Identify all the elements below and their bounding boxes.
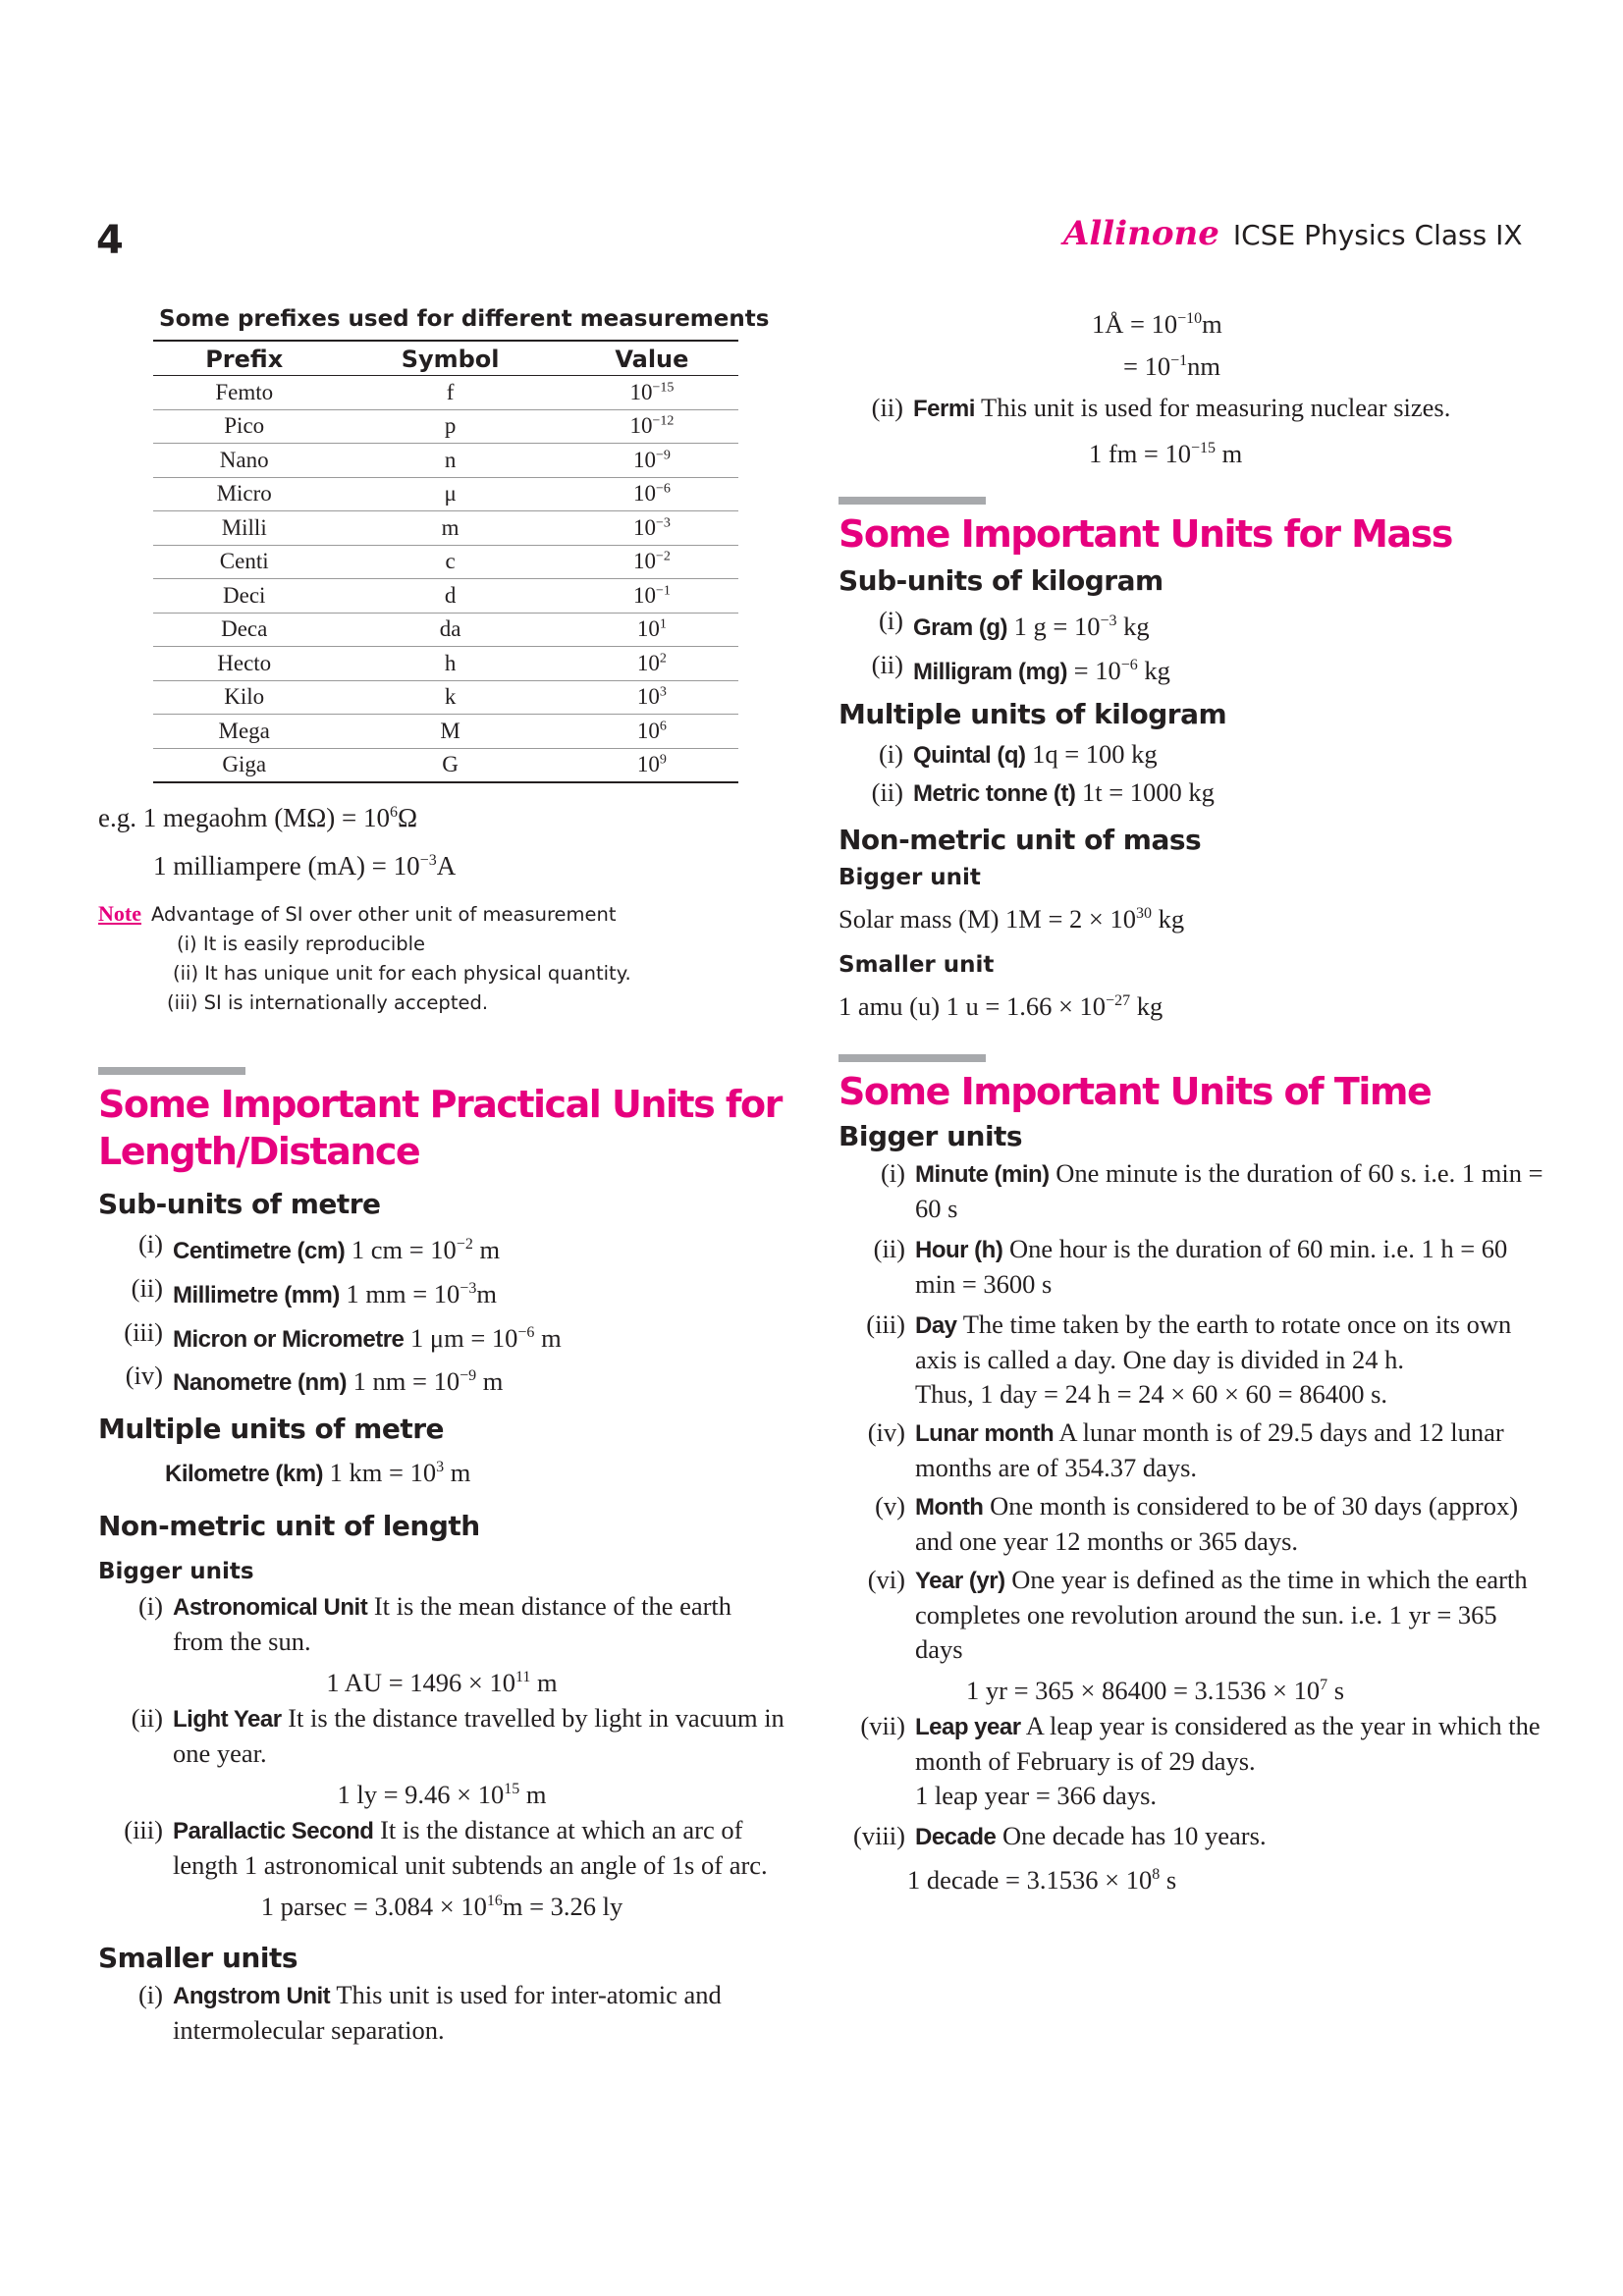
prefix-cell: Deci [153,579,335,614]
symbol-cell: μ [335,477,565,511]
list-item: (i) Angstrom Unit This unit is used for inter-atomic and intermolecular separation. [137,1979,722,2045]
symbol-cell: h [335,647,565,681]
prefix-cell: Centi [153,545,335,579]
list-item: (iii) Parallactic Second It is the distance at which an arc of length 1 astronomical unit subtends an angle of 1s of arc. [124,1814,768,1880]
symbol-cell: c [335,545,565,579]
list-item: (ii) Milligram $(mg) = 10^{-6}$ kg [871,650,1170,686]
symbol-cell: k [335,680,565,715]
brand-logo: Allinone [1063,214,1219,253]
table-row [153,715,738,749]
column-header: Symbol [335,341,565,376]
kilometre-line: Kilometre (km) 1 km = $10^3$ m [165,1458,471,1488]
value-cell: $10^{-9}$ [566,444,738,478]
page-number: 4 [96,218,124,263]
prefix-cell: Nano [153,444,335,478]
table-row [153,376,738,410]
prefix-cell: Kilo [153,680,335,715]
list-item: (ii) Millimetre (mm) 1 mm = $10^{-3}m$ [131,1272,497,1308]
amu-line: 1 amu (u) 1 $u = 1.66 \times 10^{-27}$ kg [839,990,1163,1021]
section-heading-time: Some Important Units of Time [839,1069,1432,1113]
list-item: (viii) Decade One decade has 10 years. [853,1820,1267,1850]
equation-angstrom: 1Å = $10^{-10}m$ [1092,308,1222,339]
subheading: Sub-units of metre [98,1188,381,1220]
prefix-cell: Hecto [153,647,335,681]
prefix-table [153,340,738,783]
list-item: (iv) Nanometre (nm) 1 nm = $10^{-9}$ m [125,1361,504,1397]
table-row [153,613,738,647]
table-row [153,409,738,444]
equation: 1 yr = $365 \times 86400 = 3.1536 \times 10^7$ s [966,1675,1345,1705]
list-item: (vii) Leap year A leap year is considered as the year in which the month of February is of 29 days. 1 leap year = 366 days. [860,1710,1541,1810]
section-bar [98,1067,245,1075]
table-row [153,647,738,681]
symbol-cell: n [335,444,565,478]
value-cell: $10^{-6}$ [566,477,738,511]
list-item: (ii) Hour (h) One hour is the duration of 60 min. i.e. 1 h = 60 min = 3600 s [873,1233,1508,1299]
subheading: Bigger units [839,1119,1023,1152]
subheading: Sub-units of kilogram [839,564,1163,598]
list-item: (iii) Day The time taken by the earth to rotate once on its own axis is called a day. One day is divided in 24 h. Thus, 1 day = 24 h = 24 × 60 × 60 = 86400 s. [866,1308,1512,1409]
list-item: (ii) Light Year It is the distance travelled by light in vacuum in one year. [131,1702,784,1768]
subheading: Non-metric unit of mass [839,824,1202,857]
value-cell: $10^2$ [566,647,738,681]
list-item: (iv) Lunar month A lunar month is of 29.5 days and 12 lunar months are of 354.37 days. [867,1416,1504,1482]
list-item: (v) Month One month is considered to be of 30 days (approx) and one year 12 months or 365 days. [875,1490,1519,1556]
value-cell: $10^{-2}$ [566,545,738,579]
note-title: Advantage of SI over other unit of measurement [150,903,617,926]
example-milliampere: 1 milliampere $(mA) = 10^{-3}A$ [153,851,457,881]
symbol-cell: p [335,409,565,444]
table-row [153,511,738,546]
value-cell: $10^{-1}$ [566,579,738,614]
subheading: Multiple units of metre [98,1413,445,1446]
prefix-cell: Micro [153,477,335,511]
symbol-cell: M [335,715,565,749]
value-cell: $10^{-3}$ [566,511,738,546]
list-item: (ii) Metric tonne (t) 1t = 1000 kg [871,777,1215,808]
table-row [153,477,738,511]
note-item: (ii) It has unique unit for each physical quantity. [173,962,631,985]
prefix-cell: Pico [153,409,335,444]
prefix-table-title: Some prefixes used for different measurements [159,306,770,332]
equation-fermi: 1 fm = $10^{-15}$ m [1089,438,1243,468]
note-item: (i) It is easily reproducible [177,933,426,955]
value-cell: $10^{-15}$ [566,376,738,410]
column-header: Prefix [153,341,335,376]
subheading: Smaller unit [839,951,995,978]
section-heading-mass: Some Important Units for Mass [839,512,1452,557]
symbol-cell: m [335,511,565,546]
symbol-cell: f [335,376,565,410]
section-bar [839,497,986,505]
value-cell: $10^1$ [566,613,738,647]
note-box [98,899,785,1018]
prefix-cell: Mega [153,715,335,749]
table-row [153,680,738,715]
example-megaohm: e.g. 1 megaohm $(M\Omega) = 10^6\Omega$ [98,803,418,832]
note-label: Note [98,901,141,926]
list-item: (i) Quintal (q) 1q = 100 kg [878,739,1158,770]
subheading: Multiple units of kilogram [839,698,1227,731]
equation: 1 decade = $3.1536 \times 10^8$ s [907,1864,1177,1895]
value-cell: $10^3$ [566,680,738,715]
book-title: ICSE Physics Class IX [1232,219,1523,251]
table-row [153,748,738,782]
value-cell: $10^9$ [566,748,738,782]
column-header: Value [566,341,738,376]
list-item: (i) Centimetre (cm) 1 cm = $10^{-2}$ m [137,1229,501,1264]
subheading: Bigger unit [839,865,981,891]
table-row [153,579,738,614]
symbol-cell: d [335,579,565,614]
list-item: (i) Astronomical Unit It is the mean distance of the earth from the sun. [137,1591,732,1657]
table-row [153,545,738,579]
solar-mass-line: Solar mass (M) $1M = 2 \times 10^{30}$ kg [839,903,1185,934]
list-item: (vi) Year (yr) One year is defined as the time in which the earth completes one revolution around the sun. i.e. 1 yr = 365 days [867,1564,1528,1664]
value-cell: $10^6$ [566,715,738,749]
list-item: (ii) Fermi This unit is used for measuring nuclear sizes. [871,392,1451,422]
prefix-cell: Femto [153,376,335,410]
left-column [98,306,785,2048]
list-item: (i) Gram (g) 1 $g = 10^{-3}$ kg [878,606,1150,642]
note-item: (iii) SI is internationally accepted. [167,991,489,1014]
table-row [153,444,738,478]
subheading: Smaller units [98,1941,298,1974]
section-bar [839,1054,986,1062]
equation: 1 ly = $9.46 \times 10^{15}$ m [337,1779,547,1809]
prefix-cell: Milli [153,511,335,546]
section-heading-length: Some Important Practical Units for Length/Distance [98,1083,782,1173]
prefix-cell: Deca [153,613,335,647]
running-header [1063,214,1523,253]
prefix-cell: Giga [153,748,335,782]
value-cell: $10^{-12}$ [566,409,738,444]
equation: 1 $parsec = 3.084 \times 10^{16}m = 3.26$ ly [260,1891,623,1921]
subheading: Non-metric unit of length [98,1510,480,1543]
equation: 1 AU = $1496 \times 10^{11}$ m [326,1667,558,1697]
symbol-cell: da [335,613,565,647]
subheading: Bigger units [98,1559,254,1585]
list-item: (iii) Micron or Micrometre 1 $\mu m = 10^{-6}$ m [124,1316,562,1353]
list-item: (i) Minute (min) One minute is the duration of 60 s. i.e. 1 min = 60 s [880,1157,1543,1223]
symbol-cell: G [335,748,565,782]
examples [98,791,785,887]
right-column [839,300,1545,1897]
equation-angstrom-nm: = $10^{-1}nm$ [1123,350,1220,381]
